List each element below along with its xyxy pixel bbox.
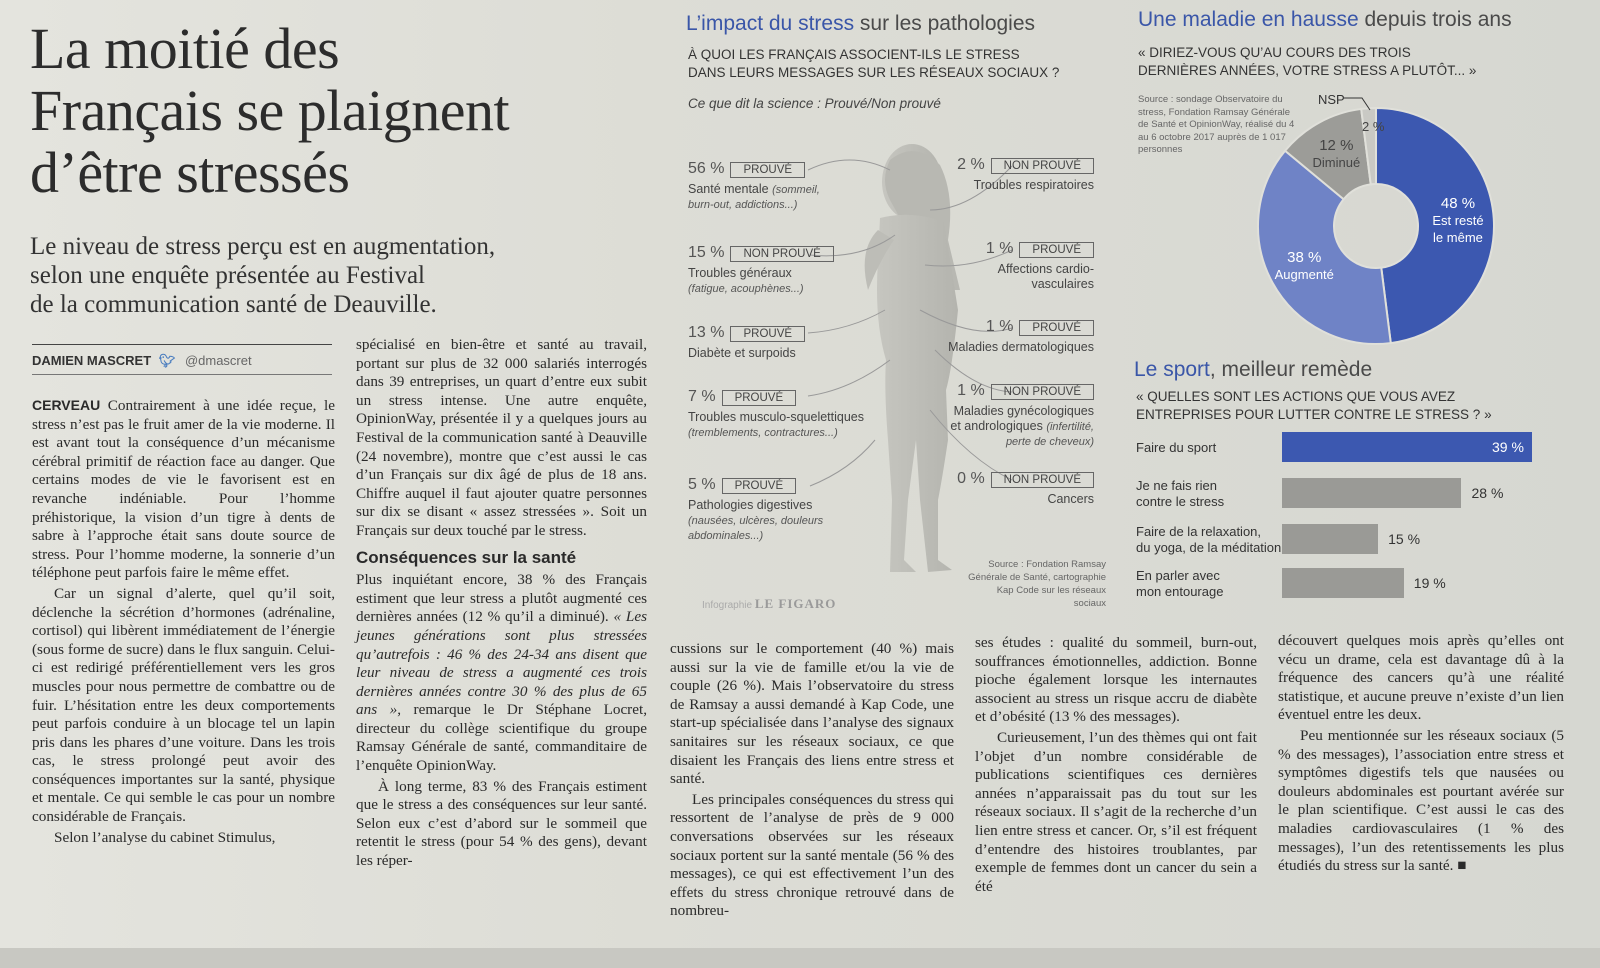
pathology-percent: 56 % (688, 160, 725, 177)
pathology-detail: (infertilité, perte de cheveux) (1005, 421, 1094, 448)
donut-value-label: 2 % (1362, 119, 1385, 134)
infographic-credit (702, 596, 836, 612)
paragraph: À long terme, 83 % des Français estiment que le stress a des conséquences sur leur santé. Selon eux c’est d’abord sur le sommeil que retentit le stress (pour 54 % des gens), devant les réper- (356, 777, 647, 870)
pathology-percent: 1 % (957, 382, 985, 399)
donut-category-label: Augmenté (1274, 266, 1334, 282)
status-badge: NON PROUVÉ (991, 384, 1094, 400)
lead-word: CERVEAU (32, 397, 101, 413)
donut-value-label: 12 % Diminué (1312, 137, 1361, 171)
quote: « Les jeunes générations sont plus stressées qu’autrefois : 46 % des 24-34 ans disent que leur niveau de stress a augmenté ces trois dernières années contre 30 % des plus de 65 ans » (356, 608, 647, 719)
pathology-name: Santé mentale (688, 182, 769, 196)
bar (1282, 524, 1378, 554)
bar-value-label: 39 % (1492, 439, 1524, 455)
impact-question (688, 46, 1059, 82)
headline-line: La moitié des (30, 16, 340, 81)
pathology-detail: (nausées, ulcères, douleurs abdominales...) (688, 515, 824, 542)
bar-value-label: 28 % (1471, 485, 1504, 501)
paragraph: Peu mentionnée sur les réseaux sociaux (5 % des messages), l’association entre stress et symptômes digestifs tels que nausées ou douleurs abdominales est pourtant avérée sur le plan scientifique. C’est aussi le cas des maladies cardiovasculaires (1 % des messages), l’un des retentissements les plus étudiés du stress sur la santé. ■ (1278, 726, 1564, 875)
subheadline-line: Le niveau de stress perçu est en augmentation, (30, 233, 496, 260)
sport-question (1136, 388, 1492, 424)
pathology-detail: (tremblements, contractures...) (688, 427, 838, 439)
bar-value-label: 15 % (1388, 531, 1421, 547)
question-line: À QUOI LES FRANÇAIS ASSOCIENT-ILS LE STRESS (688, 47, 1020, 62)
impact-title-rest: sur les pathologies (854, 12, 1036, 35)
paragraph-text: , remarque le Dr Stéphane Locret, directeur du collège scientifique du groupe Ramsay Générale de santé, commanditaire de l’enquête OpinionWay. (356, 701, 648, 775)
author-handle: @dmascret (184, 353, 252, 368)
article-column-3 (670, 640, 954, 921)
pathology-percent: 1 % (985, 318, 1014, 335)
sport-title-highlight: Le sport (1134, 358, 1210, 381)
bar-row (1136, 432, 1576, 472)
article-column-2 (356, 336, 647, 871)
status-badge: NON PROUVÉ (991, 472, 1094, 488)
bar (1282, 478, 1461, 508)
sport-title-rest: , meilleur remède (1209, 358, 1373, 381)
impact-title-highlight: L’impact du stress (686, 12, 855, 35)
pathology-item (688, 244, 838, 296)
pathology-detail: (fatigue, acouphènes...) (688, 283, 804, 295)
hausse-title-highlight: Une maladie en hausse (1138, 8, 1359, 31)
subheadline-line: selon une enquête présentée au Festival (30, 262, 425, 289)
bar-category-label: En parler avec mon entourage (1136, 568, 1224, 599)
pathology-item (688, 160, 838, 212)
question-line: « DIRIEZ-VOUS QU’AU COURS DES TROIS (1138, 45, 1411, 60)
paragraph-text: Plus inquiétant encore, 38 % des Français estiment que leur stress a plutôt augmenté ces dernières années (12 % qu’il a diminué). (356, 571, 647, 626)
bar-row (1136, 568, 1576, 608)
bar (1282, 568, 1404, 598)
status-badge: PROUVÉ (730, 326, 805, 342)
credit-prefix: Infographie (702, 600, 753, 611)
bar-value-label: 19 % (1413, 575, 1446, 591)
paragraph: Les principales conséquences du stress qui ressortent de l’analyse de près de 9 000 conversations observées sur les réseaux sociaux portent sur la santé mentale (56 % des messages), ce qui est effectivement l’un des effets du stress chronique retrouvé dans de nombreu- (670, 790, 954, 920)
pathology-percent: 13 % (688, 324, 725, 341)
paragraph: Car un signal d’alerte, quel qu’il soit, déclenche la sécrétion d’hormones (adrénaline, cortisol) qui libèrent immédiatement de l’énergie (sous forme de sucre) dans le flux sanguin. Celui-ci est redirigé préférentiellement vers les gros muscles pour nous permettre de combattre ou de fuir. L’hésitation entre les deux comportements peut parfois conduire à un blocage tel un lapin pris dans les phares d’une voiture. Dans les trois cas, le stress prolongé peut avoir des conséquences importantes sur la santé, physique et mentale. Ce qui semble le cas pour un nombre considérable de Français. (32, 584, 335, 826)
hausse-title-rest: depuis trois ans (1358, 8, 1512, 31)
headline-line: d’être stressés (30, 140, 350, 205)
paragraph: découvert quelques mois après qu’elles ont vécu un drame, cela est davantage dû à la fréquence des cancers qu’à une réalité statistique, et aucune preuve n’existe d’un lien éventuel entre les deux. (1278, 632, 1564, 724)
pathology-name: Cancers (1047, 492, 1094, 506)
status-badge: NON PROUVÉ (730, 246, 833, 262)
twitter-icon: 🐦︎ (158, 353, 176, 368)
donut-value-label: 48 % Est resté le même (1432, 195, 1484, 246)
hausse-question (1138, 44, 1476, 80)
impact-title (686, 12, 1035, 36)
pathology-item (950, 156, 1094, 193)
pathology-item (688, 388, 868, 440)
le-figaro-logo: LE FIGARO (754, 596, 837, 611)
bar-row (1136, 478, 1576, 518)
status-badge: PROUVÉ (730, 162, 805, 178)
page-bottom-edge (0, 948, 1600, 968)
section-heading: Conséquences sur la santé (356, 547, 577, 567)
question-line: DANS LEURS MESSAGES SUR LES RÉSEAUX SOCIAUX ? (688, 65, 1060, 80)
paragraph: Curieusement, l’un des thèmes qui ont fait l’objet d’un nombre considérable de publications scientifiques ces dernières années n’apparaissait pas du tout sur les réseaux sociaux. Il s’agit de la recherche d’un lien entre stress et cancer. Or, s’il est fréquent d’entendre des histoires troublantes, par exemple de femmes dont un cancer du sein a été (975, 728, 1257, 895)
pathology-detail: (sommeil, burn-out, addictions...) (688, 184, 820, 211)
donut-value-label: 38 % Augmenté (1274, 248, 1334, 282)
pathology-percent: 2 % (957, 156, 985, 173)
bar-category-label: Faire de la relaxation, du yoga, de la méditation (1136, 524, 1282, 555)
byline-divider (32, 374, 332, 375)
pathology-item (950, 240, 1094, 292)
pathology-percent: 15 % (688, 244, 725, 261)
pathology-item (940, 318, 1094, 355)
article-column-1 (32, 396, 335, 847)
pathology-percent: 0 % (957, 470, 985, 487)
hausse-title (1138, 8, 1512, 32)
science-note: Ce que dit la science : Prouvé/Non prouvé (688, 96, 941, 111)
pathology-name: Maladies dermatologiques (948, 340, 1094, 354)
pathology-percent: 5 % (688, 476, 716, 493)
author-name: DAMIEN MASCRET (32, 353, 152, 368)
question-line: DERNIÈRES ANNÉES, VOTRE STRESS A PLUTÔT... » (1138, 63, 1477, 78)
paragraph: ses études : qualité du sommeil, burn-out, souffrances émotionnelles, addiction. Bonne pioche également lorsque les internautes associent au stress un risque accru de diabète et d’obésité (13 % des messages). (975, 634, 1257, 726)
headline (30, 18, 650, 204)
paragraph: spécialisé en bien-être et santé au travail, portant sur plus de 32 000 salariés interrogés dans 39 entreprises, un quart d’entre eux subit un stress intense. Une autre enquête, OpinionWay, présentée il y a quelques jours au Festival de la communication santé à Deauville (24 novembre), montre que c’est aussi le cas d’un Français sur dix âgé de plus de 18 ans. Chiffre auquel il faut ajouter quatre personnes sur dix se disant « assez stressées ». Soit un Français sur deux touché par le stress. (356, 336, 647, 539)
pathology-percent: 7 % (688, 388, 716, 405)
pathology-name: Troubles musculo-squelettiques (688, 410, 865, 424)
headline-line: Français se plaignent (30, 78, 510, 143)
bar-category-label: Faire du sport (1136, 440, 1217, 455)
question-line: « QUELLES SONT LES ACTIONS QUE VOUS AVEZ (1136, 389, 1456, 404)
question-line: ENTREPRISES POUR LUTTER CONTRE LE STRESS ? » (1136, 407, 1492, 422)
paragraph: cussions sur le comportement (40 %) mais aussi sur la vie de famille et/ou la vie de couple (26 %). Mais l’observatoire du stress de Ramsay a aussi demandé à Kap Code, une start-up spécialisée dans l’analyse des signaux sanitaires sur les réseaux sociaux, ce que disaient les Français des liens entre stress et santé. (670, 640, 954, 788)
pathology-percent: 1 % (985, 240, 1014, 257)
status-badge: NON PROUVÉ (991, 158, 1094, 174)
pathology-name: Troubles généraux (688, 266, 792, 280)
paragraph: Selon l’analyse du cabinet Stimulus, (54, 828, 276, 846)
bar-row (1136, 524, 1576, 564)
status-badge: PROUVÉ (1019, 320, 1094, 336)
pathology-name: Maladies gynécologiques et andrologiques (950, 404, 1094, 433)
article-column-4 (975, 634, 1257, 896)
pathology-name: Troubles respiratoires (973, 178, 1094, 192)
paragraph (32, 396, 335, 583)
pathology-name: Diabète et surpoids (688, 346, 796, 360)
paragraph-text: Contrairement à une idée reçue, le stress n’est pas le fruit amer de la vie moderne. Il est avant tout la conséquence d’un mécanisme cérébral primitif de réaction face au danger. Que certains modes de vie le favorisent est en revanche indéniable. Pour l’homme préhistorique, la vision d’un tigre à dents de sabre à l’approche était sans doute source de stress. Pour l’homme moderne, la sonnerie d’un téléphone peut parfois faire le même effet. (32, 397, 335, 582)
pathology-name: Pathologies digestives (688, 498, 813, 512)
subheadline-line: de la communication santé de Deauville. (30, 291, 437, 318)
byline (32, 344, 332, 369)
article-column-5 (1278, 632, 1564, 876)
subheadline (30, 232, 630, 319)
pathology-item (688, 324, 838, 361)
status-badge: PROUVÉ (722, 478, 797, 494)
pathology-item (950, 470, 1094, 507)
impact-source: Source : Fondation Ramsay Générale de Santé, cartographie Kap Code sur les réseaux sociaux (968, 559, 1106, 609)
donut-category-label: Est resté le même (1432, 213, 1484, 246)
nsp-label: NSP (1318, 92, 1345, 107)
status-badge: PROUVÉ (1019, 242, 1094, 258)
donut-category-label: Diminué (1312, 155, 1361, 171)
bar-category-label: Je ne fais rien contre le stress (1136, 478, 1225, 509)
pathology-item (950, 382, 1094, 449)
status-badge: PROUVÉ (722, 390, 797, 406)
sport-title (1134, 358, 1372, 382)
pathology-item (688, 476, 828, 543)
hausse-source: Source : sondage Observatoire du stress, Fondation Ramsay Générale de Santé et OpinionWay, réalisé du 4 au 6 octobre 2017 auprès de 1 017 personnes (1138, 94, 1295, 155)
paragraph (356, 571, 647, 776)
pathology-name: Affections cardio-vasculaires (997, 262, 1094, 291)
